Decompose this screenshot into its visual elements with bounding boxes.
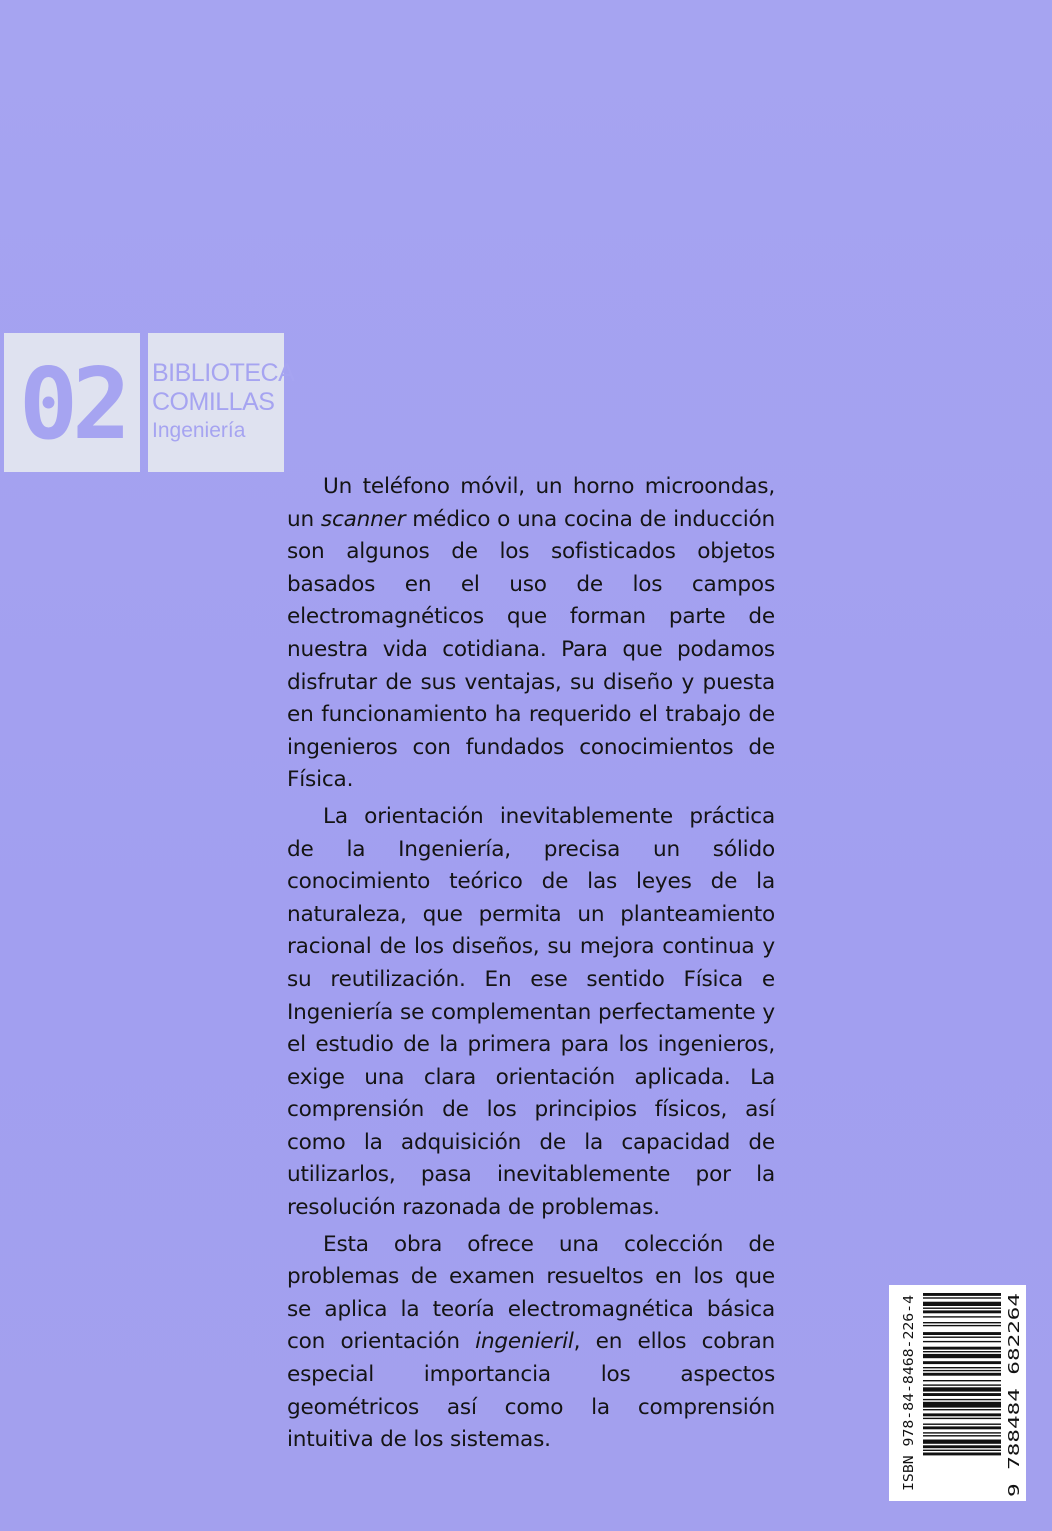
paragraph-3 bbox=[287, 1229, 775, 1457]
barcode-label bbox=[889, 1285, 1026, 1501]
paragraph-3-part-b: , en ellos cobran especial importancia los aspectos geométricos así como la comprensión intuitiva de los sistemas. bbox=[287, 1329, 775, 1453]
barcode-bar bbox=[923, 1450, 1001, 1451]
series-line-3: Ingeniería bbox=[152, 419, 246, 442]
barcode-bar bbox=[923, 1337, 1001, 1338]
barcode-bar bbox=[923, 1393, 1001, 1396]
paragraph-1-part-b: médico o una cocina de inducción son algunos de los sofisticados objetos basados en el uso de los campos electromagnéticos que forman parte de nuestra vida cotidiana. Para que podamos disfrutar de sus ventajas, su diseño y puesta en funcionamiento ha requerido el trabajo de ingenieros con fundados conocimientos de Física. bbox=[287, 506, 775, 793]
paragraph-3-part-a: Esta obra ofrece una colección de problemas de examen resueltos en los que se aplica la teoría electromagnética básica con orientación bbox=[287, 1231, 775, 1355]
barcode-bar bbox=[923, 1361, 1001, 1364]
barcode-bar bbox=[923, 1424, 1001, 1425]
series-line-2: COMILLAS bbox=[152, 388, 275, 416]
barcode-bar bbox=[923, 1351, 1001, 1352]
barcode-bar bbox=[923, 1418, 1001, 1419]
barcode-bar bbox=[923, 1347, 1001, 1350]
series-number: 02 bbox=[18, 347, 125, 462]
barcode-graphic bbox=[889, 1285, 1026, 1501]
barcode-bar bbox=[923, 1293, 1001, 1296]
barcode-bar bbox=[923, 1373, 1001, 1376]
barcode-bar bbox=[923, 1399, 1001, 1400]
barcode-bar bbox=[923, 1402, 1001, 1408]
barcode-bar bbox=[923, 1354, 1001, 1358]
barcode-bar bbox=[923, 1367, 1001, 1368]
barcode-bar bbox=[923, 1308, 1001, 1309]
paragraph-1 bbox=[287, 471, 775, 797]
barcode-bar bbox=[923, 1332, 1001, 1335]
barcode-bar bbox=[923, 1426, 1001, 1429]
series-line-1: BIBLIOTECA bbox=[152, 359, 295, 387]
isbn-text: ISBN 978-84-8468-226-4 bbox=[901, 1312, 917, 1491]
barcode-bar bbox=[923, 1432, 1001, 1433]
barcode-bar bbox=[923, 1310, 1001, 1313]
barcode-bar bbox=[923, 1453, 1001, 1456]
paragraph-1-part-a: Un teléfono móvil, un horno microondas, un bbox=[287, 474, 775, 532]
barcode-bar bbox=[923, 1322, 1001, 1323]
series-number-badge bbox=[4, 333, 140, 472]
barcode-digits: 9 788484 682264 bbox=[1005, 1361, 1023, 1497]
barcode-bar bbox=[923, 1384, 1001, 1385]
barcode-bar bbox=[923, 1325, 1001, 1326]
series-name-badge bbox=[148, 333, 295, 472]
barcode-bar bbox=[923, 1316, 1001, 1317]
barcode-bars bbox=[923, 1293, 1001, 1455]
barcode-bar bbox=[923, 1435, 1001, 1436]
barcode-bar bbox=[923, 1370, 1001, 1371]
barcode-bar bbox=[923, 1341, 1001, 1342]
barcode-bar bbox=[923, 1387, 1001, 1391]
barcode-bar bbox=[923, 1380, 1001, 1381]
barcode-bar bbox=[923, 1413, 1001, 1416]
barcode-bar bbox=[923, 1440, 1001, 1444]
paragraph-1-emphasis: scanner bbox=[320, 506, 406, 532]
barcode-bar bbox=[923, 1409, 1001, 1410]
paragraph-2: La orientación inevitablemente práctica de la Ingeniería, precisa un sólido conocimiento teórico de las leyes de la naturaleza, que permita un planteamiento racional de los diseños, su mejora continua y su reutilización. En ese sentido Física e Ingeniería se complementan perfectamente y el estudio de la primera para los ingenieros, exige una clara orientación aplicada. La comprensión de los principios físicos, así como la adquisición de la capacidad de utilizarlos, pasa inevitablemente por la resolución razonada de problemas. bbox=[287, 803, 775, 1221]
barcode-bar bbox=[923, 1302, 1001, 1306]
barcode-bar bbox=[923, 1445, 1001, 1448]
blurb-text bbox=[287, 471, 775, 1461]
paragraph-3-emphasis: ingenieril bbox=[475, 1329, 574, 1355]
barcode-bar bbox=[923, 1297, 1001, 1298]
